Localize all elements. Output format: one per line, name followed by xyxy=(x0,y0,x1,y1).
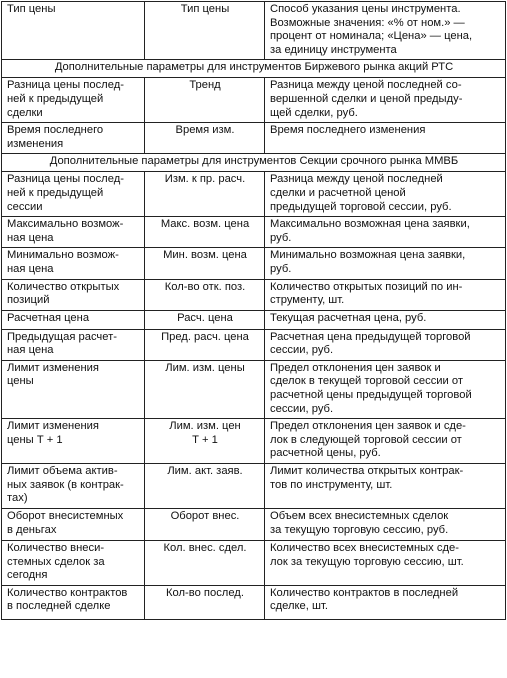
table-row xyxy=(2,279,506,310)
parameter-name-cell: Оборот внесистемных в деньгах xyxy=(2,509,145,541)
table-row xyxy=(2,360,506,418)
parameter-name-cell: Количество внеси- стемных сделок за сегодня xyxy=(2,541,145,586)
parameter-name-cell: Время последнего изменения xyxy=(2,123,145,154)
table-row xyxy=(2,2,506,60)
table-row xyxy=(2,329,506,360)
column-title-cell: Кол. внес. сдел. xyxy=(145,541,265,586)
parameter-name-cell: Лимит изменения цены xyxy=(2,360,145,418)
parameter-name-cell: Лимит объема актив- ных заявок (в контрак- тах) xyxy=(2,464,145,509)
description-cell: Количество открытых позиций по ин- струменту, шт. xyxy=(265,279,506,310)
column-title-cell: Время изм. xyxy=(145,123,265,154)
parameter-name-cell: Разница цены послед- ней к предыдущей сессии xyxy=(2,172,145,217)
description-cell: Разница между ценой последней со- вершенной сделки и ценой предыду- щей сделки, руб. xyxy=(265,78,506,123)
column-title-cell: Лим. изм. цены xyxy=(145,360,265,418)
parameter-name-cell: Лимит изменения цены Т + 1 xyxy=(2,419,145,464)
description-cell: Предел отклонения цен заявок и сделок в текущей торговой сессии от расчетной цены предыдущей торговой сессии, руб. xyxy=(265,360,506,418)
description-cell: Максимально возможная цена заявки, руб. xyxy=(265,217,506,248)
description-cell: Лимит количества открытых контрак- тов по инструменту, шт. xyxy=(265,464,506,509)
description-cell: Текущая расчетная цена, руб. xyxy=(265,310,506,329)
description-cell: Объем всех внесистемных сделок за текущую торговую сессию, руб. xyxy=(265,509,506,541)
parameter-name-cell: Разница цены послед- ней к предыдущей сделки xyxy=(2,78,145,123)
description-cell: Предел отклонения цен заявок и сде- лок в следующей торговой сессии от расчетной цены, руб. xyxy=(265,419,506,464)
column-title-cell: Мин. возм. цена xyxy=(145,248,265,279)
parameter-name-cell: Количество открытых позиций xyxy=(2,279,145,310)
section-header-row xyxy=(2,60,506,78)
column-title-cell: Кол-во послед. xyxy=(145,585,265,619)
column-title-cell: Тренд xyxy=(145,78,265,123)
column-title-cell: Кол-во отк. поз. xyxy=(145,279,265,310)
description-cell: Время последнего изменения xyxy=(265,123,506,154)
section-header-row xyxy=(2,154,506,172)
column-title-cell: Оборот внес. xyxy=(145,509,265,541)
parameter-name-cell: Минимально возмож- ная цена xyxy=(2,248,145,279)
column-title-cell: Лим. акт. заяв. xyxy=(145,464,265,509)
table-row xyxy=(2,464,506,509)
description-cell: Расчетная цена предыдущей торговой сессии, руб. xyxy=(265,329,506,360)
table-row xyxy=(2,78,506,123)
parameter-name-cell: Количество контрактов в последней сделке xyxy=(2,585,145,619)
description-cell: Способ указания цены инструмента. Возможные значения: «% от ном.» — процент от номинала; «Цена» — цена, за единицу инструмента xyxy=(265,2,506,60)
description-cell: Количество всех внесистемных сде- лок за текущую торговую сессию, шт. xyxy=(265,541,506,586)
table-row xyxy=(2,217,506,248)
table-body xyxy=(2,2,506,620)
parameter-name-cell: Расчетная цена xyxy=(2,310,145,329)
parameters-table xyxy=(1,1,506,620)
table-row xyxy=(2,509,506,541)
table-row xyxy=(2,123,506,154)
table-row xyxy=(2,248,506,279)
parameter-name-cell: Максимально возмож- ная цена xyxy=(2,217,145,248)
column-title-cell: Расч. цена xyxy=(145,310,265,329)
column-title-cell: Пред. расч. цена xyxy=(145,329,265,360)
column-title-cell: Изм. к пр. расч. xyxy=(145,172,265,217)
section-header: Дополнительные параметры для инструментов Секции срочного рынка ММВБ xyxy=(2,154,506,172)
column-title-cell: Тип цены xyxy=(145,2,265,60)
description-cell: Количество контрактов в последней сделке, шт. xyxy=(265,585,506,619)
column-title-cell: Лим. изм. цен Т + 1 xyxy=(145,419,265,464)
table-row xyxy=(2,419,506,464)
table-row xyxy=(2,172,506,217)
description-cell: Разница между ценой последней сделки и расчетной ценой предыдущей торговой сессии, руб. xyxy=(265,172,506,217)
description-cell: Минимально возможная цена заявки, руб. xyxy=(265,248,506,279)
parameter-name-cell: Тип цены xyxy=(2,2,145,60)
parameter-name-cell: Предыдущая расчет- ная цена xyxy=(2,329,145,360)
table-row xyxy=(2,541,506,586)
column-title-cell: Макс. возм. цена xyxy=(145,217,265,248)
table-row xyxy=(2,310,506,329)
table-row xyxy=(2,585,506,619)
section-header: Дополнительные параметры для инструментов Биржевого рынка акций РТС xyxy=(2,60,506,78)
